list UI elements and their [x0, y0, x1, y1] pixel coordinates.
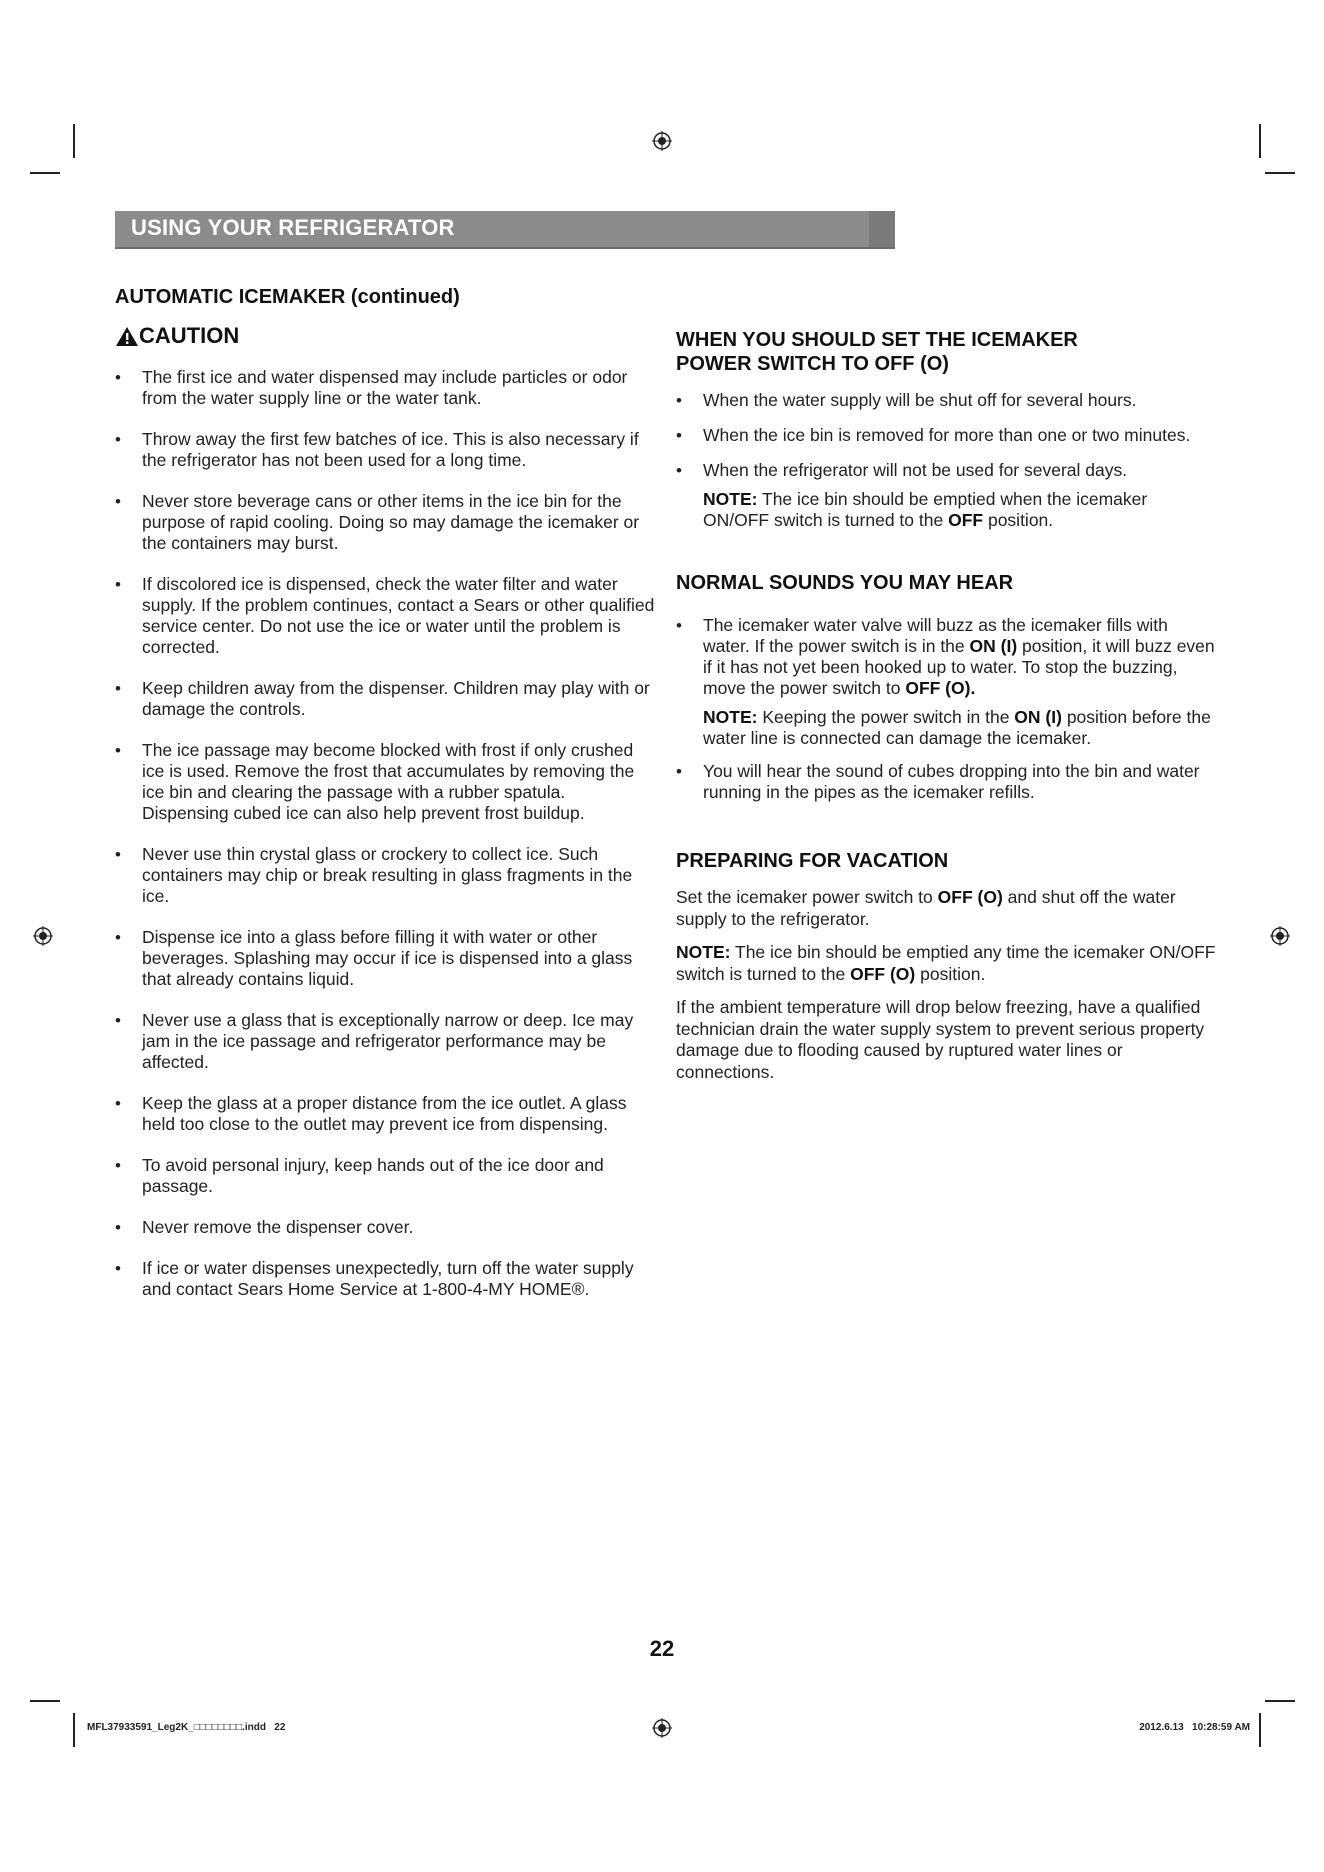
list-item: • Keep the glass at a proper distance from the ice outlet. A glass held too close to the outlet may prevent ice from dispensing.	[115, 1093, 655, 1135]
note-label: NOTE:	[703, 707, 758, 727]
list-item: • You will hear the sound of cubes dropping into the bin and water running in the pipes as the icemaker refills.	[676, 761, 1216, 803]
registration-mark-icon	[652, 1718, 672, 1738]
note-text: position before the water line is connected can damage the icemaker.	[703, 707, 1211, 748]
icemaker-off-note	[703, 489, 1216, 531]
list-item: • When the water supply will be shut off for several hours.	[676, 390, 1216, 411]
title-line: POWER SWITCH TO OFF (O)	[676, 353, 949, 375]
list-item: • Never store beverage cans or other items in the ice bin for the purpose of rapid cooling. Doing so may damage the icemaker or the containers may burst.	[115, 491, 655, 554]
caution-list	[115, 367, 655, 1300]
text: position, it will buzz even if it has not yet been hooked up to water. To stop the buzzing, move the power switch to	[703, 636, 1215, 698]
bold-text: OFF (O)	[937, 887, 1003, 907]
crop-mark	[1259, 124, 1261, 158]
caution-heading	[115, 323, 655, 349]
vacation-paragraph: If the ambient temperature will drop below freezing, have a qualified technician drain the water supply system to prevent serious property damage due to flooding caused by ruptured water lines or connections.	[676, 997, 1205, 1082]
caution-label: CAUTION	[139, 323, 240, 348]
crop-mark	[73, 1713, 75, 1747]
section-header-title: USING YOUR REFRIGERATOR	[131, 215, 455, 240]
crop-mark	[73, 124, 75, 158]
text: Set the icemaker power switch to	[676, 887, 933, 907]
note-text: The ice bin should be emptied when the icemaker ON/OFF switch is turned to the	[703, 489, 1148, 530]
vacation-note	[676, 942, 1216, 985]
note-text: Keeping the power switch in the	[762, 707, 1010, 727]
text: The icemaker water valve will buzz as the icemaker fills with water. If the power switch is in the	[703, 615, 1168, 656]
page-number: 22	[649, 1636, 675, 1661]
footer-filename: MFL37933591_Leg2K_□□□□□□□□.indd 22	[87, 1722, 286, 1733]
note-text: position.	[920, 963, 986, 984]
registration-mark-icon	[1270, 926, 1290, 946]
list-item: • Dispense ice into a glass before filling it with water or other beverages. Splashing may occur if ice is dispensed into a glass that already contains liquid.	[115, 927, 655, 990]
list-item: • Never use a glass that is exceptionally narrow or deep. Ice may jam in the ice passage and refrigerator performance may be affected.	[115, 1010, 655, 1073]
icemaker-off-list	[676, 390, 1216, 481]
list-item: • When the refrigerator will not be used for several days.	[676, 460, 1216, 481]
text: and shut off the water supply to the refrigerator.	[676, 887, 1176, 929]
note-text: The ice bin should be emptied any time the icemaker ON/OFF switch is turned to the	[676, 942, 1216, 984]
warning-triangle-icon	[115, 326, 139, 347]
right-column	[676, 328, 1216, 1083]
header-bar-tail	[869, 211, 895, 247]
left-column	[115, 285, 655, 1300]
section-title: AUTOMATIC ICEMAKER (continued)	[115, 286, 460, 308]
bold-text: OFF (O).	[905, 678, 976, 698]
section-header-bar	[115, 211, 895, 249]
registration-mark-icon	[652, 131, 672, 151]
list-item: • To avoid personal injury, keep hands out of the ice door and passage.	[115, 1155, 655, 1197]
crop-mark	[1265, 172, 1295, 174]
crop-mark	[30, 172, 60, 174]
list-item: • Throw away the first few batches of ice. This is also necessary if the refrigerator has not been used for a long time.	[115, 429, 655, 471]
list-item: • When the ice bin is removed for more than one or two minutes.	[676, 425, 1216, 446]
list-item: • If ice or water dispenses unexpectedly, turn off the water supply and contact Sears Home Service at 1-800-4-MY HOME®.	[115, 1258, 655, 1300]
bold-text: ON (I)	[969, 636, 1018, 656]
crop-mark	[1259, 1713, 1261, 1747]
vacation-title: PREPARING FOR VACATION	[676, 850, 949, 872]
note-bold: OFF	[948, 510, 984, 530]
vacation-paragraph	[676, 887, 1216, 930]
crop-mark	[1265, 1700, 1295, 1702]
note-bold: ON (I)	[1014, 707, 1062, 727]
list-item: • The ice passage may become blocked with frost if only crushed ice is used. Remove the frost that accumulates by removing the ice bin and clearing the passage with a rubber spatula. Dispensing cubed ice can also help prevent frost buildup.	[115, 740, 655, 824]
crop-mark	[30, 1700, 60, 1702]
list-item: • Keep children away from the dispenser. Children may play with or damage the controls.	[115, 678, 655, 720]
normal-sounds-list	[676, 615, 1216, 803]
list-item: • Never remove the dispenser cover.	[115, 1217, 655, 1238]
normal-sounds-note	[703, 707, 1216, 749]
registration-mark-icon	[33, 926, 53, 946]
footer-timestamp: 2012.6.13 10:28:59 AM	[1139, 1722, 1250, 1733]
list-item	[676, 615, 1216, 749]
normal-sounds-title: NORMAL SOUNDS YOU MAY HEAR	[676, 572, 1014, 594]
note-label: NOTE:	[676, 942, 731, 962]
list-item: • If discolored ice is dispensed, check the water filter and water supply. If the problem continues, contact a Sears or other qualified service center. Do not use the ice or water until the problem is corrected.	[115, 574, 655, 658]
list-item: • Never use thin crystal glass or crockery to collect ice. Such containers may chip or break resulting in glass fragments in the ice.	[115, 844, 655, 907]
note-label: NOTE:	[703, 489, 758, 509]
icemaker-off-title	[676, 328, 1216, 376]
title-line: WHEN YOU SHOULD SET THE ICEMAKER	[676, 329, 1078, 351]
note-bold: OFF (O)	[850, 963, 916, 984]
note-text: position.	[987, 510, 1054, 530]
list-item: • The first ice and water dispensed may include particles or odor from the water supply line or the water tank.	[115, 367, 655, 409]
